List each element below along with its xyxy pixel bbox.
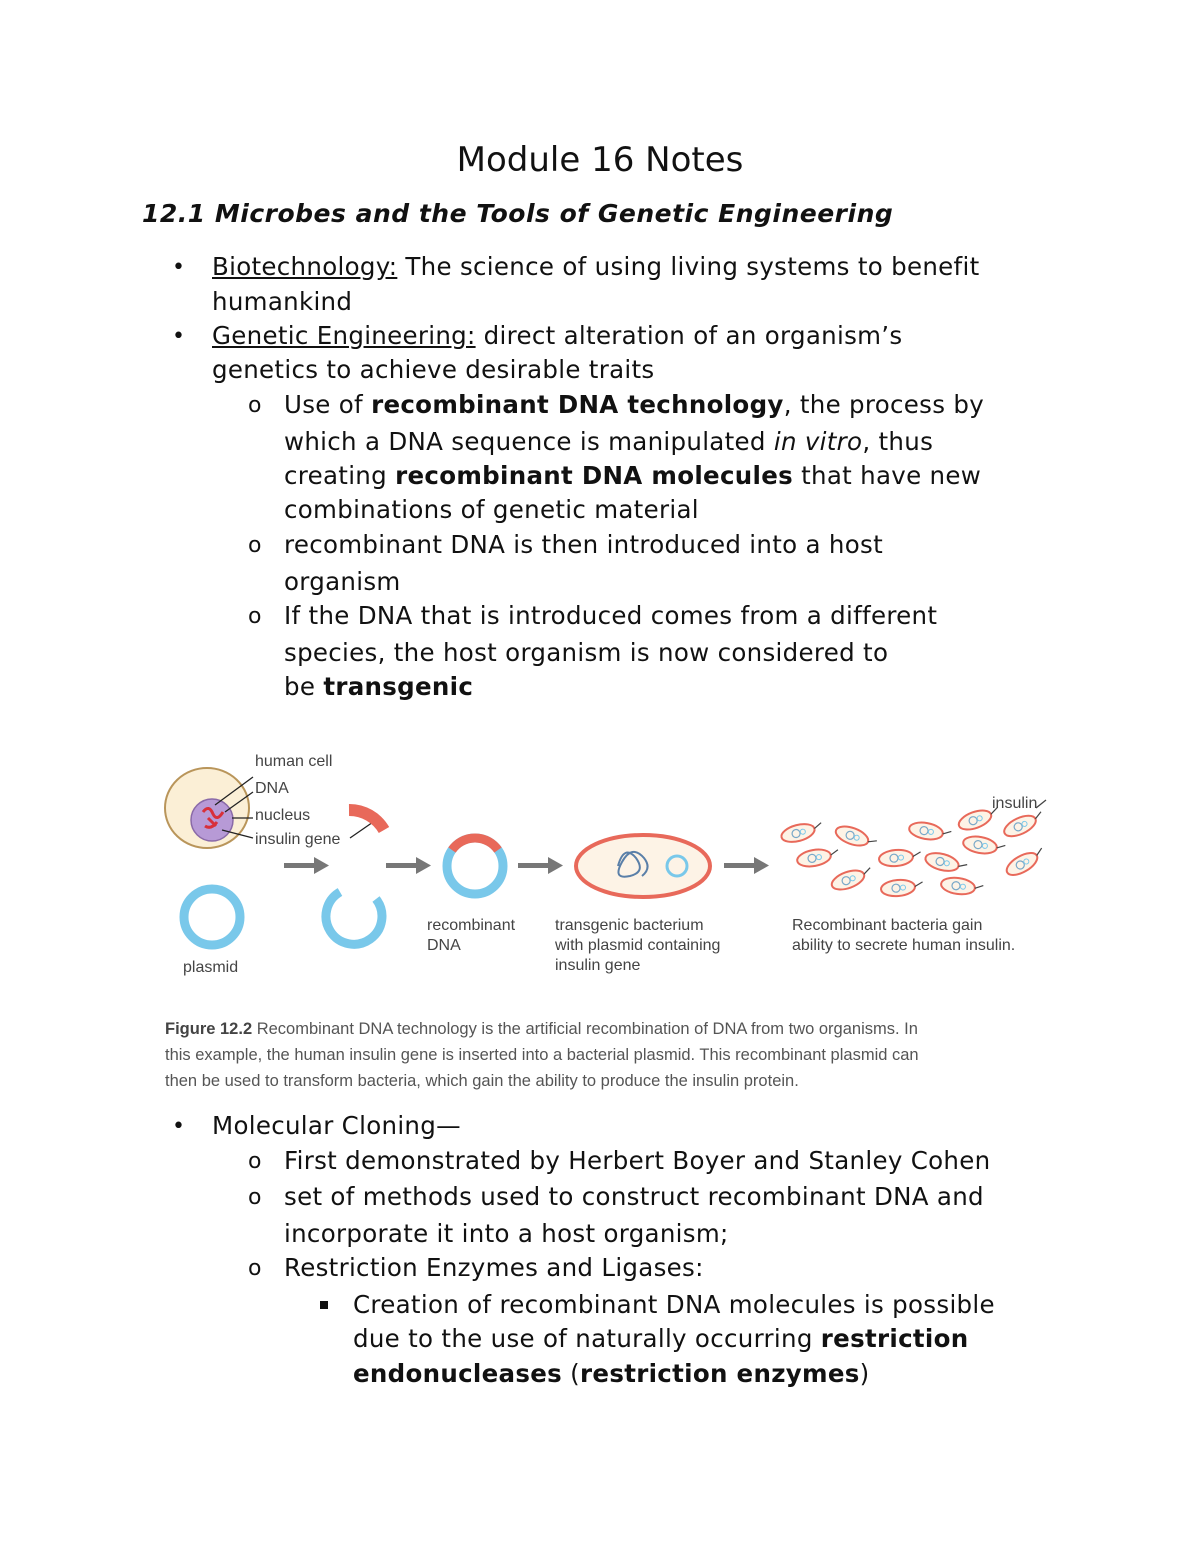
biotech-def: The science of using living systems to benefit: [397, 252, 980, 281]
restriction-line-2: due to the use of naturally occurring restriction: [353, 1324, 969, 1353]
bullet-marker: •: [172, 1114, 185, 1139]
biotech-line-2: humankind: [212, 287, 353, 316]
page-title: Module 16 Notes: [456, 140, 744, 180]
bacterium-icon: [829, 864, 874, 893]
transgenic-line-2: species, the host organism is now considered to: [284, 638, 889, 667]
bacterium-icon: [878, 848, 921, 868]
cloning-sub-2-line-2: incorporate it into a host organism;: [284, 1219, 729, 1248]
sub-bullet-marker: o: [248, 1256, 262, 1281]
term-transgenic: transgenic: [323, 672, 474, 701]
figure-caption-label: Figure 12.2: [165, 1020, 253, 1038]
sub-bullet-marker: o: [248, 533, 262, 558]
recombinant-line-4: combinations of genetic material: [284, 495, 699, 524]
transgenic-bacterium: [576, 835, 710, 897]
label-plasmid: plasmid: [183, 959, 239, 976]
recombinant-line-1: Use of recombinant DNA technology, the process by: [284, 390, 985, 419]
bacterium-icon: [833, 823, 878, 852]
plasmid-ring: [184, 889, 240, 945]
molecular-cloning-label: Molecular Cloning—: [212, 1111, 461, 1140]
label-human-cell: human cell: [255, 753, 333, 770]
genetic-eng-def: direct alteration of an organism’s: [475, 321, 903, 350]
sub-bullet-marker: o: [248, 1149, 262, 1174]
label-insulin: insulin: [992, 795, 1038, 812]
term-in-vitro: in vitro: [773, 427, 863, 456]
figure-caption-line-1: Figure 12.2 Recombinant DNA technology is the artificial recombination of DNA from two organisms. In: [165, 1020, 918, 1038]
sub-bullet-marker: o: [248, 393, 262, 418]
recombinant-line-2: which a DNA sequence is manipulated in vitro, thus: [284, 427, 934, 456]
bacterium-icon: [908, 820, 952, 843]
label-bacteria-gain: Recombinant bacteria gain ability to secrete human insulin.: [792, 917, 1016, 954]
opened-plasmid: [326, 892, 382, 944]
bacterium-icon: [780, 819, 825, 845]
cloning-sub-1: First demonstrated by Herbert Boyer and Stanley Cohen: [284, 1146, 991, 1175]
introduced-line-2: organism: [284, 567, 401, 596]
bacterium-icon: [940, 876, 984, 898]
genetic-eng-line-2: genetics to achieve desirable traits: [212, 355, 655, 384]
section-heading: 12.1 Microbes and the Tools of Genetic Engineering: [142, 199, 894, 228]
bacterium-icon: [880, 878, 923, 898]
sub-bullet-marker: o: [248, 604, 262, 629]
term-restriction-enzymes: restriction enzymes: [580, 1359, 860, 1388]
cloning-sub-3: Restriction Enzymes and Ligases:: [284, 1253, 704, 1282]
figure-caption-line-2: this example, the human insulin gene is inserted into a bacterial plasmid. This recombinant plasmid can: [165, 1046, 919, 1064]
bullet-marker: •: [172, 255, 185, 280]
bacterium-icon: [924, 850, 969, 876]
bullet-marker: •: [172, 324, 185, 349]
label-nucleus: nucleus: [255, 807, 311, 824]
figure-caption-line-3: then be used to transform bacteria, which gain the ability to produce the insulin protein.: [165, 1072, 799, 1090]
term-restriction: restriction: [820, 1324, 969, 1353]
term-recombinant-dna-molecules: recombinant DNA molecules: [395, 461, 794, 490]
term-recombinant-dna-technology: recombinant DNA technology: [371, 390, 784, 419]
transgenic-line-3: be transgenic: [284, 672, 474, 701]
square-bullet-marker: [320, 1301, 328, 1309]
insulin-bacteria-cluster: [780, 804, 1048, 898]
recombinant-line-3: creating recombinant DNA molecules that have new: [284, 461, 982, 490]
label-recombinant: recombinant DNA: [427, 917, 516, 954]
bacterium-icon: [1003, 845, 1047, 880]
introduced-line-1: recombinant DNA is then introduced into a host: [284, 530, 884, 559]
genetic-eng-term: Genetic Engineering:: [212, 321, 476, 350]
human-cell-illustration: [165, 768, 253, 848]
term-endonucleases: endonucleases: [353, 1359, 563, 1388]
label-dna: DNA: [255, 780, 289, 797]
bacterium-icon: [796, 846, 840, 869]
cloning-sub-2-line-1: set of methods used to construct recombinant DNA and: [284, 1182, 984, 1211]
sub-bullet-marker: o: [248, 1185, 262, 1210]
transgenic-line-1: If the DNA that is introduced comes from a different: [284, 601, 938, 630]
bacterium-icon: [962, 834, 1006, 857]
biotech-term: Biotechnology:: [212, 252, 398, 281]
label-transgenic-bacterium: transgenic bacterium with plasmid containing insulin gene: [555, 917, 721, 974]
label-insulin-gene: insulin gene: [255, 831, 341, 848]
restriction-line-1: Creation of recombinant DNA molecules is possible: [353, 1290, 995, 1319]
restriction-line-3: endonucleases (restriction enzymes): [353, 1359, 870, 1388]
